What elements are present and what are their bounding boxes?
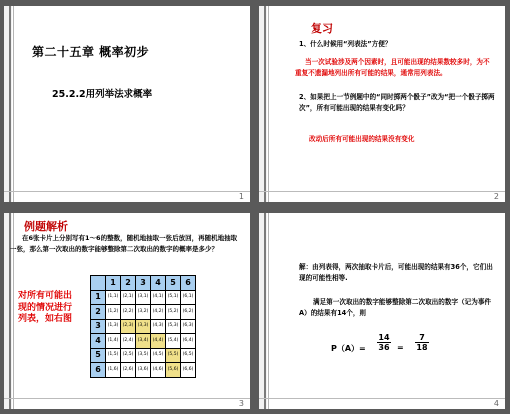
- fraction-14-36: [377, 333, 391, 352]
- slide-decoration-bar: [268, 6, 269, 202]
- equation-lhs: P（A）=: [331, 344, 366, 353]
- table-cell: (3,3): [136, 319, 151, 334]
- table-cell: (5,5): [166, 348, 181, 363]
- column-header: 5: [166, 276, 181, 291]
- slide-decoration-bar: [13, 6, 14, 202]
- table-cell: (2,1): [121, 290, 136, 305]
- slide-2[interactable]: [259, 6, 505, 202]
- table-cell: (2,6): [121, 363, 136, 378]
- table-row: [91, 319, 196, 334]
- row-header: 5: [91, 348, 106, 363]
- table-cell: (3,2): [136, 305, 151, 320]
- fraction-numerator: 14: [378, 333, 390, 342]
- table-cell: (1,5): [106, 348, 121, 363]
- table-cell: (1,2): [106, 305, 121, 320]
- table-cell: (1,6): [106, 363, 121, 378]
- table-cell: (2,4): [121, 334, 136, 349]
- table-cell: (1,3): [106, 319, 121, 334]
- table-cell: (1,1): [106, 290, 121, 305]
- answer-1: 当一次试验涉及两个因素时，且可能出现的结果数较多时，为不重复不遗漏地列出所有可能的结果，通常用列表法。: [295, 58, 490, 77]
- table-cell: (5,4): [166, 334, 181, 349]
- row-header: 4: [91, 334, 106, 349]
- slide-decoration-line: [4, 398, 250, 399]
- slide-4[interactable]: [259, 213, 505, 409]
- table-row: [91, 348, 196, 363]
- fraction-denominator: 36: [378, 343, 390, 352]
- column-header: 3: [136, 276, 151, 291]
- solution-paragraph: 解：由列表得，两次抽取卡片后，可能出现的结果有36个，它们出现的可能性相等.: [299, 263, 493, 282]
- table-cell: (1,4): [106, 334, 121, 349]
- slide-decoration-line: [259, 398, 505, 399]
- page-number: 4: [493, 399, 499, 408]
- example-heading: 例题解析: [24, 220, 68, 233]
- problem-statement: 在6张卡片上分别写有1～6的整数，随机地抽取一张后放回，再随机地抽取一张，那么第一次取出的数字能够整除第二次取出的数字的概率是多少？: [10, 234, 238, 253]
- row-header: 2: [91, 305, 106, 320]
- column-header: 2: [121, 276, 136, 291]
- row-header: 1: [91, 290, 106, 305]
- slide-decoration-line: [4, 191, 250, 192]
- answer-2: 改动后所有可能出现的结果没有变化: [309, 135, 415, 143]
- outcome-table: [90, 275, 196, 378]
- chapter-title: 第二十五章 概率初步: [32, 45, 150, 59]
- page-number: 3: [238, 399, 244, 408]
- table-header-row: [91, 276, 196, 291]
- table-row: [91, 305, 196, 320]
- slide-1[interactable]: [4, 6, 250, 202]
- fraction-7-18: [415, 333, 429, 352]
- table-cell: (6,6): [181, 363, 196, 378]
- table-cell: (6,5): [181, 348, 196, 363]
- table-cell: (4,4): [151, 334, 166, 349]
- slide-3[interactable]: [4, 213, 250, 409]
- column-header: 1: [106, 276, 121, 291]
- table-row: [91, 290, 196, 305]
- slide-decoration-line: [259, 191, 505, 192]
- solution-paragraph: 满足第一次取出的数字能够整除第二次取出的数字（记为事件A）的结果有14个，则: [299, 298, 492, 317]
- slide-decoration-bar: [268, 213, 269, 409]
- fraction-numerator: 7: [419, 333, 425, 342]
- table-cell: (4,5): [151, 348, 166, 363]
- review-heading: 复习: [311, 22, 333, 35]
- table-cell: (3,4): [136, 334, 151, 349]
- table-cell: (3,5): [136, 348, 151, 363]
- table-cell: (4,3): [151, 319, 166, 334]
- table-cell: (5,6): [166, 363, 181, 378]
- table-cell: (2,2): [121, 305, 136, 320]
- table-cell: (2,5): [121, 348, 136, 363]
- table-cell: (4,2): [151, 305, 166, 320]
- section-title: 25.2.2用列举法求概率: [52, 89, 153, 100]
- question-2: 2、如果把上一节例题中的“同时掷两个骰子”改为“把一个骰子掷两次”，所有可能出现的结果有变化吗？: [299, 93, 495, 112]
- page-number: 2: [493, 192, 499, 201]
- table-cell: (6,4): [181, 334, 196, 349]
- table-row: [91, 363, 196, 378]
- table-row: [91, 334, 196, 349]
- question-1: 1、什么时候用“列表法”方便？: [299, 40, 392, 48]
- page-number: 1: [238, 192, 244, 201]
- table-cell: (3,6): [136, 363, 151, 378]
- equals-sign: =: [397, 343, 404, 352]
- fraction-denominator: 18: [416, 343, 428, 352]
- table-cell: (5,3): [166, 319, 181, 334]
- table-cell: (6,1): [181, 290, 196, 305]
- row-header: 6: [91, 363, 106, 378]
- table-cell: (5,1): [166, 290, 181, 305]
- table-cell: (6,2): [181, 305, 196, 320]
- table-cell: (6,3): [181, 319, 196, 334]
- slide-decoration-bar: [264, 6, 266, 202]
- table-cell: (4,1): [151, 290, 166, 305]
- row-header: 3: [91, 319, 106, 334]
- table-cell: (3,1): [136, 290, 151, 305]
- table-cell: (4,6): [151, 363, 166, 378]
- slide-decoration-bar: [9, 6, 11, 202]
- slide-decoration-bar: [264, 213, 266, 409]
- column-header: [91, 276, 106, 291]
- side-note: 对所有可能出现的情况进行列表，如右图: [18, 291, 73, 324]
- column-header: 4: [151, 276, 166, 291]
- column-header: 6: [181, 276, 196, 291]
- table-cell: (2,3): [121, 319, 136, 334]
- table-cell: (5,2): [166, 305, 181, 320]
